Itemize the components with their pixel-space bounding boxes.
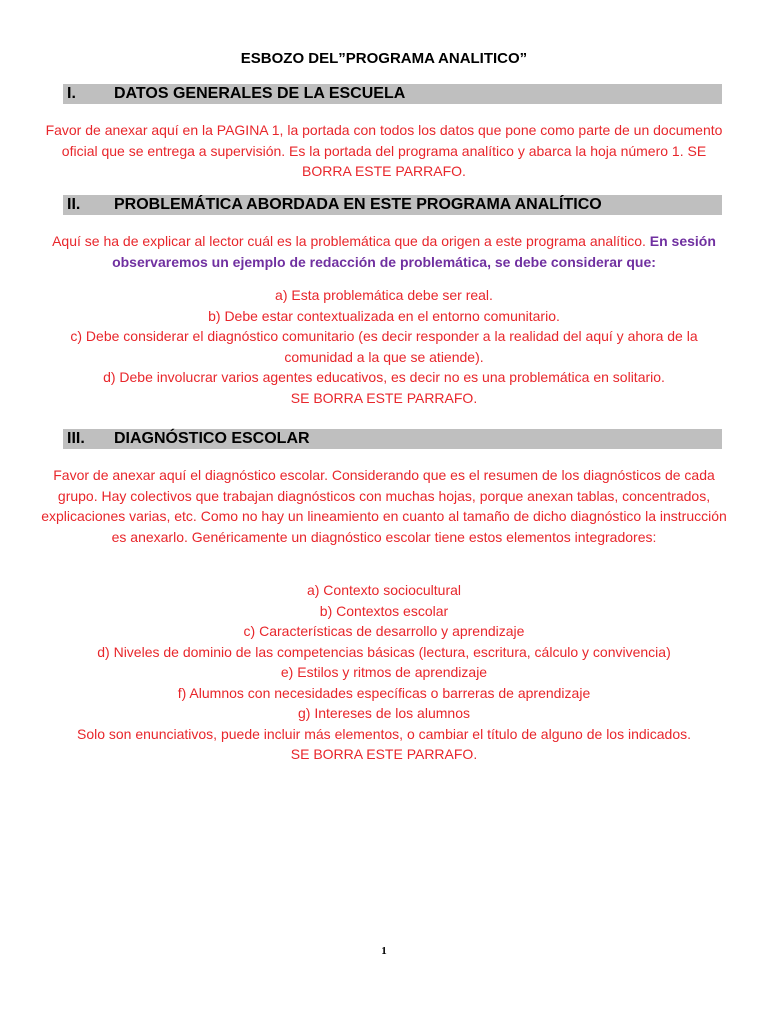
- section-1-number: I.: [67, 85, 76, 102]
- list-item: c) Características de desarrollo y aprendizaje: [243, 623, 525, 639]
- list-item: b) Debe estar contextualizada en el entorno comunitario.: [208, 307, 560, 324]
- list-item: SE BORRA ESTE PARRAFO.: [290, 389, 478, 406]
- section-2-header: [63, 195, 722, 215]
- list-item: b) Contextos escolar: [319, 602, 449, 619]
- section-2-intro-text: Aquí se ha de explicar al lector cuál es la problemática que da origen a este programa analítico.: [52, 233, 646, 249]
- section-3-title: DIAGNÓSTICO ESCOLAR: [114, 430, 310, 447]
- section-2-intro-highlight: En sesión observaremos un ejemplo de redacción de problemática, se debe considerar que:: [112, 233, 716, 270]
- section-3-header: [63, 429, 722, 449]
- section-3-closing: Solo son enunciativos, puede incluir más elementos, o cambiar el título de alguno de los indicados. SE BORRA ESTE PARRAFO.: [76, 725, 692, 762]
- page-number: 1: [381, 945, 387, 957]
- section-3-list: [40, 580, 728, 765]
- list-item: f) Alumnos con necesidades específicas o barreras de aprendizaje: [177, 684, 591, 701]
- list-item: a) Contexto sociocultural: [306, 582, 462, 598]
- section-1-title: DATOS GENERALES DE LA ESCUELA: [114, 85, 406, 102]
- list-item: c) Debe considerar el diagnóstico comunitario (es decir responder a la realidad del aquí y ahora de la comunidad a la que se atiende).: [70, 328, 698, 365]
- list-item: d) Debe involucrar varios agentes educativos, es decir no es una problemática en solitario.: [103, 369, 665, 385]
- section-1-paragraph: Favor de anexar aquí en la PAGINA 1, la portada con todos los datos que pone como parte de un documento oficial que se entrega a supervisión. Es la portada del programa analítico y abarca la hoja número 1. SE BORRA ESTE PARRAFO.: [45, 122, 723, 179]
- section-2-number: II.: [67, 196, 81, 213]
- list-item: e) Estilos y ritmos de aprendizaje: [280, 664, 488, 680]
- section-2-intro: [40, 231, 728, 272]
- section-3-number: III.: [67, 430, 85, 447]
- list-item: a) Esta problemática debe ser real.: [275, 287, 493, 303]
- list-item: g) Intereses de los alumnos: [298, 705, 470, 721]
- section-2-title: PROBLEMÁTICA ABORDADA EN ESTE PROGRAMA ANALÍTICO: [114, 196, 602, 213]
- section-1-header: [63, 84, 722, 104]
- section-3-paragraph: Favor de anexar aquí el diagnóstico escolar. Considerando que es el resumen de los diagnósticos de cada grupo. Hay colectivos que trabajan diagnósticos con muchas hojas, porque anexan tablas, concentrados, explicaciones varias, etc. Como no hay un lineamiento en cuanto al tamaño de dicho diagnóstico la instrucción es anexarlo. Genéricamente un diagnóstico escolar tiene estos elementos integradores:: [41, 467, 727, 545]
- document-title: ESBOZO DEL”PROGRAMA ANALITICO”: [240, 50, 528, 67]
- list-item: d) Niveles de dominio de las competencias básicas (lectura, escritura, cálculo y convivencia): [97, 643, 671, 660]
- section-2-list: [40, 285, 728, 408]
